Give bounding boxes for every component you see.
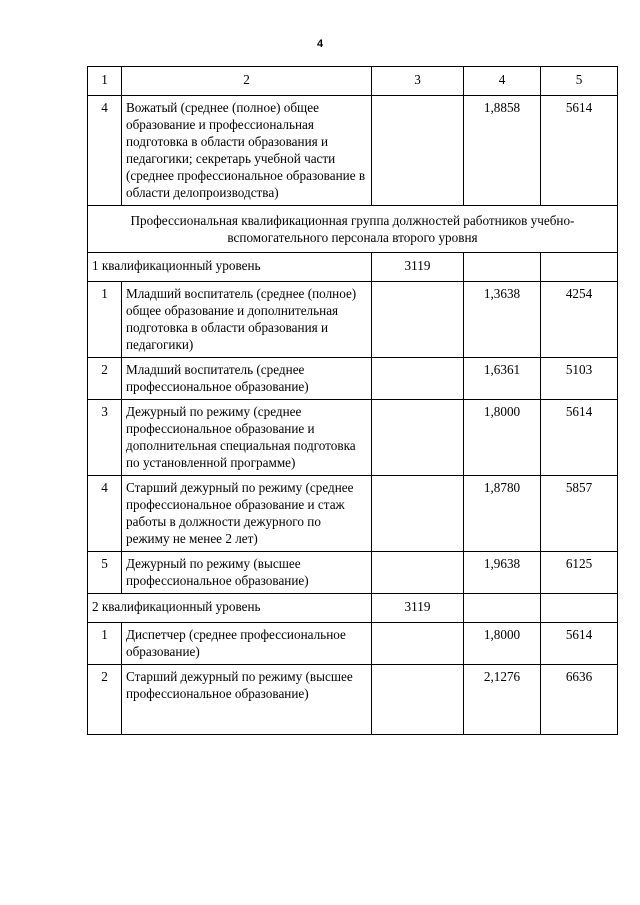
table-row — [88, 552, 618, 594]
table-row — [88, 358, 618, 400]
row-number: 1 — [88, 282, 122, 358]
header-cell-3: 3 — [372, 67, 464, 96]
salary-cell: 5857 — [541, 476, 618, 552]
position-description: Дежурный по режиму (высшее профессиональное образование) — [122, 552, 372, 594]
position-description: Диспетчер (среднее профессиональное образование) — [122, 623, 372, 665]
header-cell-1: 1 — [88, 67, 122, 96]
position-description: Старший дежурный по режиму (высшее профессиональное образование) — [122, 665, 372, 735]
header-cell-2: 2 — [122, 67, 372, 96]
empty-cell — [541, 253, 618, 282]
code-cell — [372, 476, 464, 552]
position-description: Младший воспитатель (среднее (полное) общее образование и дополнительная подготовка в области образования и педагогики) — [122, 282, 372, 358]
table-row — [88, 665, 618, 735]
salary-cell: 5614 — [541, 400, 618, 476]
salary-cell: 5614 — [541, 623, 618, 665]
salary-cell: 6636 — [541, 665, 618, 735]
table-row — [88, 400, 618, 476]
coefficient-cell: 1,8000 — [464, 623, 541, 665]
row-number: 4 — [88, 476, 122, 552]
header-cell-5: 5 — [541, 67, 618, 96]
coefficient-cell: 1,8000 — [464, 400, 541, 476]
code-cell — [372, 623, 464, 665]
coefficient-cell: 2,1276 — [464, 665, 541, 735]
empty-cell — [464, 253, 541, 282]
level-name: 1 квалификационный уровень — [88, 253, 372, 282]
group-title: Профессиональная квалификационная группа должностей работников учебно-вспомогательного персонала второго уровня — [88, 206, 618, 253]
row-number: 2 — [88, 358, 122, 400]
coefficient-cell: 1,3638 — [464, 282, 541, 358]
header-cell-4: 4 — [464, 67, 541, 96]
position-description: Старший дежурный по режиму (среднее профессиональное образование и стаж работы в должности дежурного по режиму не менее 2 лет) — [122, 476, 372, 552]
qualification-table — [87, 66, 618, 735]
position-description: Младший воспитатель (среднее профессиональное образование) — [122, 358, 372, 400]
empty-cell — [541, 594, 618, 623]
level-code: 3119 — [372, 253, 464, 282]
row-number: 2 — [88, 665, 122, 735]
coefficient-cell: 1,8780 — [464, 476, 541, 552]
level-name: 2 квалификационный уровень — [88, 594, 372, 623]
table-row — [88, 96, 618, 206]
table-row — [88, 476, 618, 552]
salary-cell: 6125 — [541, 552, 618, 594]
table-row — [88, 282, 618, 358]
level-row — [88, 253, 618, 282]
code-cell — [372, 400, 464, 476]
row-number: 4 — [88, 96, 122, 206]
page-number: 4 — [316, 38, 324, 50]
coefficient-cell: 1,6361 — [464, 358, 541, 400]
row-number: 5 — [88, 552, 122, 594]
code-cell — [372, 282, 464, 358]
empty-cell — [464, 594, 541, 623]
position-description: Дежурный по режиму (среднее профессиональное образование и дополнительная специальная подготовка по установленной программе) — [122, 400, 372, 476]
row-number: 1 — [88, 623, 122, 665]
code-cell — [372, 96, 464, 206]
salary-cell: 5103 — [541, 358, 618, 400]
row-number: 3 — [88, 400, 122, 476]
coefficient-cell: 1,8858 — [464, 96, 541, 206]
position-description: Вожатый (среднее (полное) общее образование и профессиональная подготовка в области образования и педагогики; секретарь учебной части (среднее профессиональное образование в области делопроизводства) — [122, 96, 372, 206]
level-code: 3119 — [372, 594, 464, 623]
code-cell — [372, 552, 464, 594]
code-cell — [372, 358, 464, 400]
group-title-row — [88, 206, 618, 253]
table-row — [88, 623, 618, 665]
table-header-row — [88, 67, 618, 96]
salary-cell: 4254 — [541, 282, 618, 358]
level-row — [88, 594, 618, 623]
salary-cell: 5614 — [541, 96, 618, 206]
coefficient-cell: 1,9638 — [464, 552, 541, 594]
code-cell — [372, 665, 464, 735]
